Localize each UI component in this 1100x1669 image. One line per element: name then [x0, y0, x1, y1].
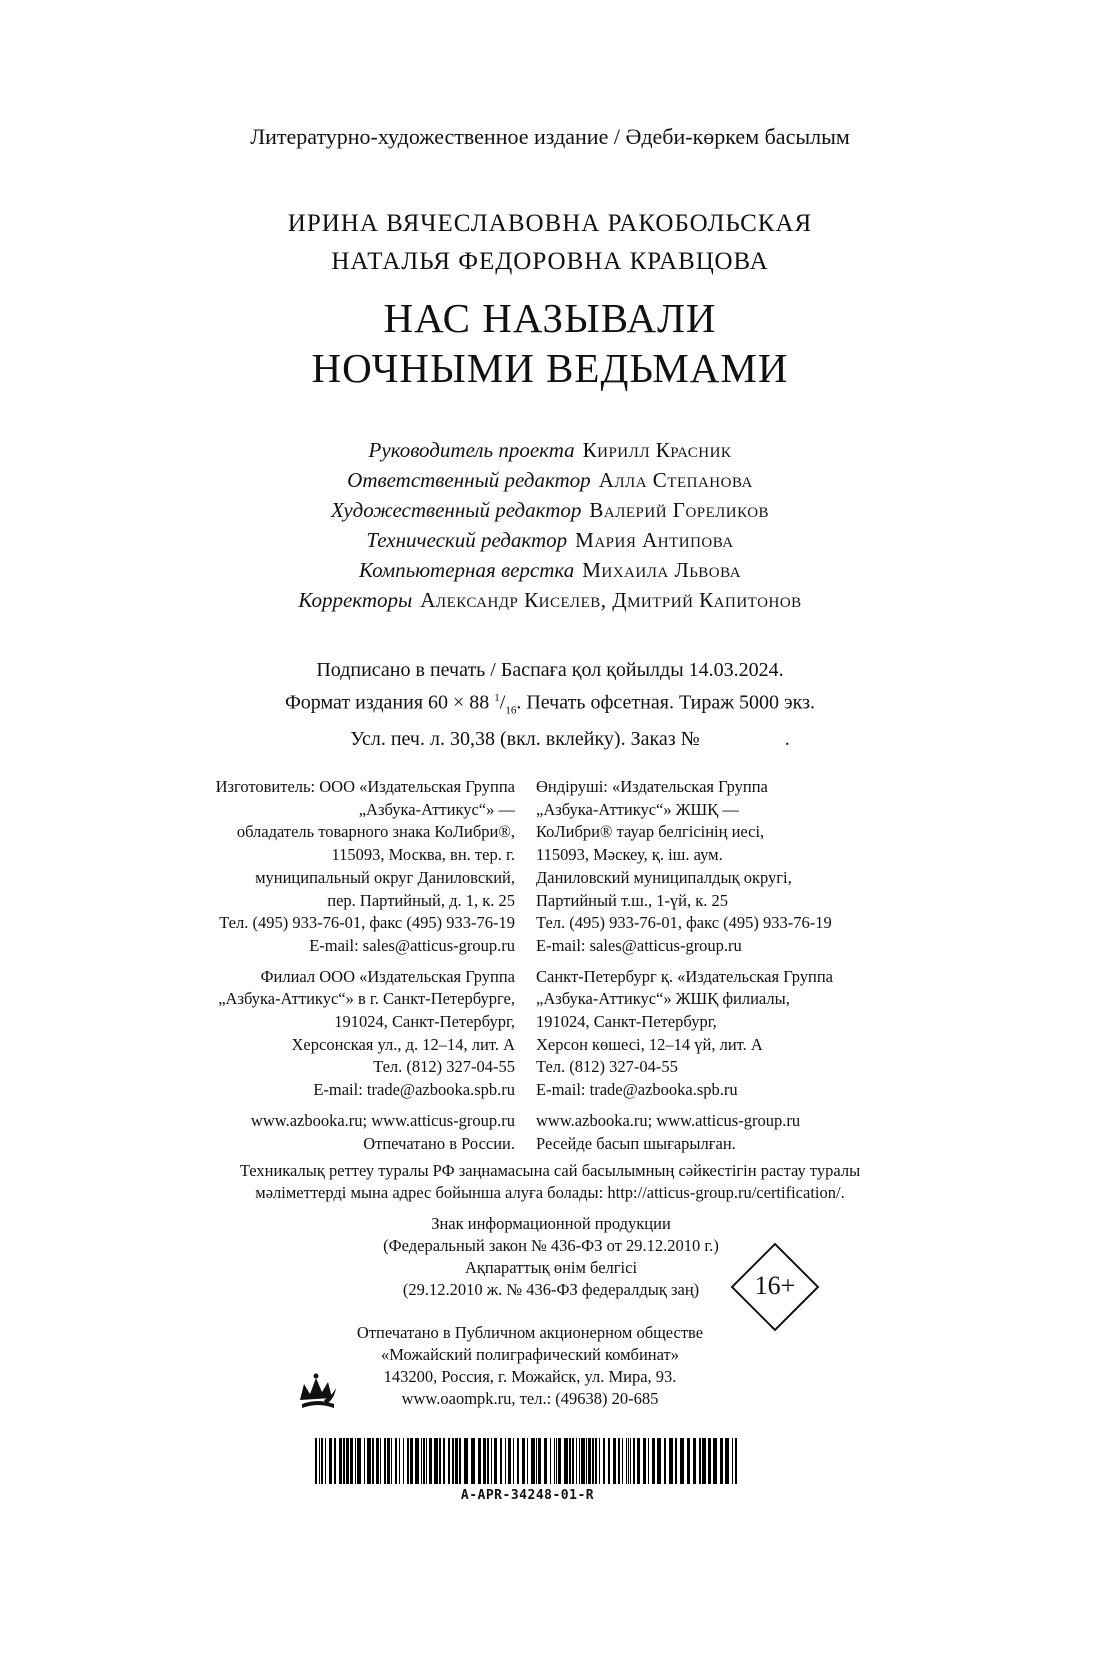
barcode-bar: [708, 1438, 711, 1484]
barcode-bar: [367, 1438, 371, 1484]
barcode-bar: [319, 1438, 320, 1484]
barcode-bar: [693, 1438, 696, 1484]
barcode-bar: [350, 1438, 353, 1484]
barcode-bar: [613, 1438, 616, 1484]
barcode-bar: [464, 1438, 468, 1484]
barcode-bar: [608, 1438, 610, 1484]
barcode-bar: [439, 1438, 441, 1484]
barcode-bar: [364, 1438, 365, 1484]
barcode-bar: [483, 1438, 486, 1484]
barcode-bar: [538, 1438, 541, 1484]
barcode-bar: [725, 1438, 729, 1484]
book-title-line-2: НОЧНЫМИ ВЕДЬМАМИ: [311, 345, 789, 391]
barcode-bar: [675, 1438, 677, 1484]
barcode-bar: [618, 1438, 620, 1484]
barcode-bar: [403, 1438, 404, 1484]
barcode-bar: [702, 1438, 706, 1484]
barcode-bar: [355, 1438, 356, 1484]
barcode-bar: [325, 1438, 326, 1484]
barcode-bar: [395, 1438, 397, 1484]
barcode-bar: [643, 1438, 646, 1484]
branch-ru: Филиал ООО «Издательская Группа „Азбука-Аттикус“» в г. Санкт-Петербурге, 191024, Санкт-Петербург, Херсонская ул., д. 12–14, лит. А Тел. (812) 327-04-55 E-mail: trade@azbooka.spb.ru: [218, 966, 515, 1100]
barcode-bar: [699, 1438, 701, 1484]
barcode-bar: [592, 1438, 594, 1484]
barcode-bar: [357, 1438, 361, 1484]
barcode-bar: [595, 1438, 597, 1484]
info-product-sign: Знак информационной продукции (Федеральный закон № 436-ФЗ от 29.12.2010 г.) Ақпараттық өнім белгісі (29.12.2010 ж. № 436-ФЗ федералдық заң): [383, 1214, 719, 1299]
credit-project-lead: Руководитель проекта Кирилл Красник: [368, 438, 732, 462]
barcode-bar: [531, 1438, 535, 1484]
sheets-line: Усл. печ. л. 30,38 (вкл. вклейку). Заказ № .: [350, 727, 790, 750]
barcode-bar: [415, 1438, 419, 1484]
barcode-bar: [380, 1438, 381, 1484]
barcode-bar: [579, 1438, 580, 1484]
credit-technical-editor: Технический редактор Мария Антипова: [366, 528, 734, 552]
barcode-bar: [443, 1438, 445, 1484]
author-2: НАТАЛЬЯ ФЕДОРОВНА КРАВЦОВА: [331, 248, 769, 275]
barcode-bar: [505, 1438, 506, 1484]
barcode-bar: [329, 1438, 332, 1484]
credit-managing-editor: Ответственный редактор Алла Степанова: [347, 468, 753, 492]
barcode-bar: [391, 1438, 392, 1484]
barcode-bar: [459, 1438, 461, 1484]
barcode-bar: [554, 1438, 555, 1484]
barcode-bar: [536, 1438, 537, 1484]
barcode-bar: [491, 1438, 492, 1484]
barcode-bar: [522, 1438, 525, 1484]
barcode-bar: [628, 1438, 629, 1484]
barcode-bar: [478, 1438, 481, 1484]
barcode-bar: [423, 1438, 425, 1484]
barcode-bar: [372, 1438, 374, 1484]
barcode-bar: [633, 1438, 635, 1484]
barcode-bar: [603, 1438, 605, 1484]
barcode-bar: [513, 1438, 514, 1484]
credit-art-editor: Художественный редактор Валерий Гореликов: [330, 498, 770, 522]
barcode-bar: [652, 1438, 655, 1484]
credits-list: [0, 435, 1100, 615]
barcode-bar: [339, 1438, 342, 1484]
barcode-bar: [527, 1438, 528, 1484]
barcode-bar: [626, 1438, 627, 1484]
book-title-line-1: НАС НАЗЫВАЛИ: [383, 295, 717, 341]
certification-note: Техникалық реттеу туралы РФ заңнамасына сай басылымның сәйкестігін растау туралы мәліметтерді мына адрес бойынша алуға болады: http://atticus-group.ru/certification/.: [239, 1161, 861, 1202]
footer-ru: www.azbooka.ru; www.atticus-group.ru Отпечатано в России.: [250, 1110, 515, 1153]
signed-date: Подписано в печать / Баспаға қол қойылды 14.03.2024.: [316, 659, 784, 681]
manufacturer-kz: Өндіруші: «Издательская Группа „Азбука-Аттикус“» ЖШҚ — КоЛибри® тауар белгісінің иесі, 115093, Мәскеу, қ. іш. аум. Даниловский муниципалдық округі, Партийный т.ш., 1-үй, к. 25 Тел. (495) 933-76-01, факс (495) 933-76-19 E-mail: sales@atticus-group.ru Санкт-Петербург қ. «Издательская Группа „Азбука-Аттикус“» ЖШҚ филиалы, 191024, Санкт-Петербург, Херсон көшесі, 12–14 үй, лит. А Тел. (812) 327-04-55 E-mail: trade@azbooka.spb.ru www.azbooka.ru; www.atticus-group.ru Ресейде басып шығарылған.: [536, 776, 833, 1155]
barcode-bar: [669, 1438, 673, 1484]
barcode-bar: [648, 1438, 649, 1484]
barcode-bar: [581, 1438, 585, 1484]
barcode-bar: [410, 1438, 413, 1484]
print-details: [0, 656, 1100, 753]
barcode-bar: [421, 1438, 422, 1484]
barcode-bar: [426, 1438, 427, 1484]
barcode-bar: [630, 1438, 631, 1484]
barcode-bar: [599, 1438, 600, 1484]
barcode-bar: [664, 1438, 666, 1484]
barcode-bar: [384, 1438, 386, 1484]
barcode-bar: [448, 1438, 450, 1484]
format-line: Формат издания 60 × 88 $^1/_{16}$. Печать офсетная. Тираж 5000 экз.: [285, 691, 815, 717]
barcode-bar: [720, 1438, 723, 1484]
barcode-bar: [321, 1438, 323, 1484]
barcode-bar: [455, 1438, 458, 1484]
manufacturer-ru: Изготовитель: ООО «Издательская Группа „Азбука-Аттикус“» — обладатель товарного знака КоЛибри®, 115093, Москва, вн. тер. г. муниципальный округ Даниловский, пер. Партийный, д. 1, к. 25 Тел. (495) 933-76-01, факс (495) 933-76-19 E-mail: sales@atticus-group.ru Филиал ООО «Издательская Группа „Азбука-Аттикус“» в г. Санкт-Петербурге, 191024, Санкт-Петербург, Херсонская ул., д. 12–14, лит. А Тел. (812) 327-04-55 E-mail: trade@azbooka.spb.ru www.azbooka.ru; www.atticus-group.ru Отпечатано в России.: [216, 776, 515, 1155]
credit-layout: Компьютерная верстка Михаила Львова: [358, 558, 742, 582]
barcode-bar: [334, 1438, 336, 1484]
barcode: [315, 1438, 740, 1484]
barcode-bar: [387, 1438, 390, 1484]
barcode-bar: [586, 1438, 587, 1484]
credit-proofreaders: Корректоры Александр Киселев, Дмитрий Капитонов: [298, 588, 802, 612]
barcode-bar: [471, 1438, 475, 1484]
barcode-bar: [588, 1438, 591, 1484]
barcode-bar: [564, 1438, 568, 1484]
barcode-bar: [622, 1438, 623, 1484]
barcode-bar: [550, 1438, 551, 1484]
barcode-bar: [429, 1438, 432, 1484]
barcode-bar: [572, 1438, 574, 1484]
barcode-code: A-APR-34248-01-R: [460, 1488, 595, 1503]
barcode-bar: [735, 1438, 737, 1484]
barcode-bar: [576, 1438, 577, 1484]
barcode-bar: [517, 1438, 519, 1484]
barcode-bar: [346, 1438, 349, 1484]
barcode-bar: [680, 1438, 684, 1484]
barcode-bar: [487, 1438, 489, 1484]
barcode-bar: [343, 1438, 345, 1484]
barcode-bar: [508, 1438, 511, 1484]
printer-info: Отпечатано в Публичном акционерном обществе «Можайский полиграфический комбинат» 143200, Россия, г. Можайск, ул. Мира, 93. www.oaompk.ru, тел.: (49638) 20-685: [356, 1323, 704, 1408]
barcode-bar: [399, 1438, 400, 1484]
barcode-bar: [637, 1438, 640, 1484]
barcode-bar: [434, 1438, 438, 1484]
barcode-bar: [687, 1438, 690, 1484]
barcode-bar: [732, 1438, 733, 1484]
barcode-bar: [494, 1438, 497, 1484]
barcode-bar: [556, 1438, 557, 1484]
barcode-bar: [315, 1438, 317, 1484]
barcode-bar: [558, 1438, 561, 1484]
branch-kz: Санкт-Петербург қ. «Издательская Группа „Азбука-Аттикус“» ЖШҚ филиалы, 191024, Санкт-Петербург, Херсон көшесі, 12–14 үй, лит. А Тел. (812) 327-04-55 E-mail: trade@azbooka.spb.ru: [536, 966, 833, 1100]
barcode-bar: [407, 1438, 409, 1484]
barcode-bar: [500, 1438, 502, 1484]
barcode-bar: [657, 1438, 661, 1484]
barcode-bar: [713, 1438, 717, 1484]
genre-line: Литературно-художественное издание / Әдеби-көркем басылым: [250, 124, 850, 149]
age-rating: 16+: [754, 1271, 796, 1300]
author-1: ИРИНА ВЯЧЕСЛАВОВНА РАКОБОЛЬСКАЯ: [287, 210, 813, 237]
footer-kz: www.azbooka.ru; www.atticus-group.ru Ресейде басып шығарылған.: [536, 1110, 801, 1153]
barcode-bar: [544, 1438, 547, 1484]
barcode-bar: [452, 1438, 454, 1484]
barcode-bar: [569, 1438, 571, 1484]
barcode-bar: [376, 1438, 379, 1484]
